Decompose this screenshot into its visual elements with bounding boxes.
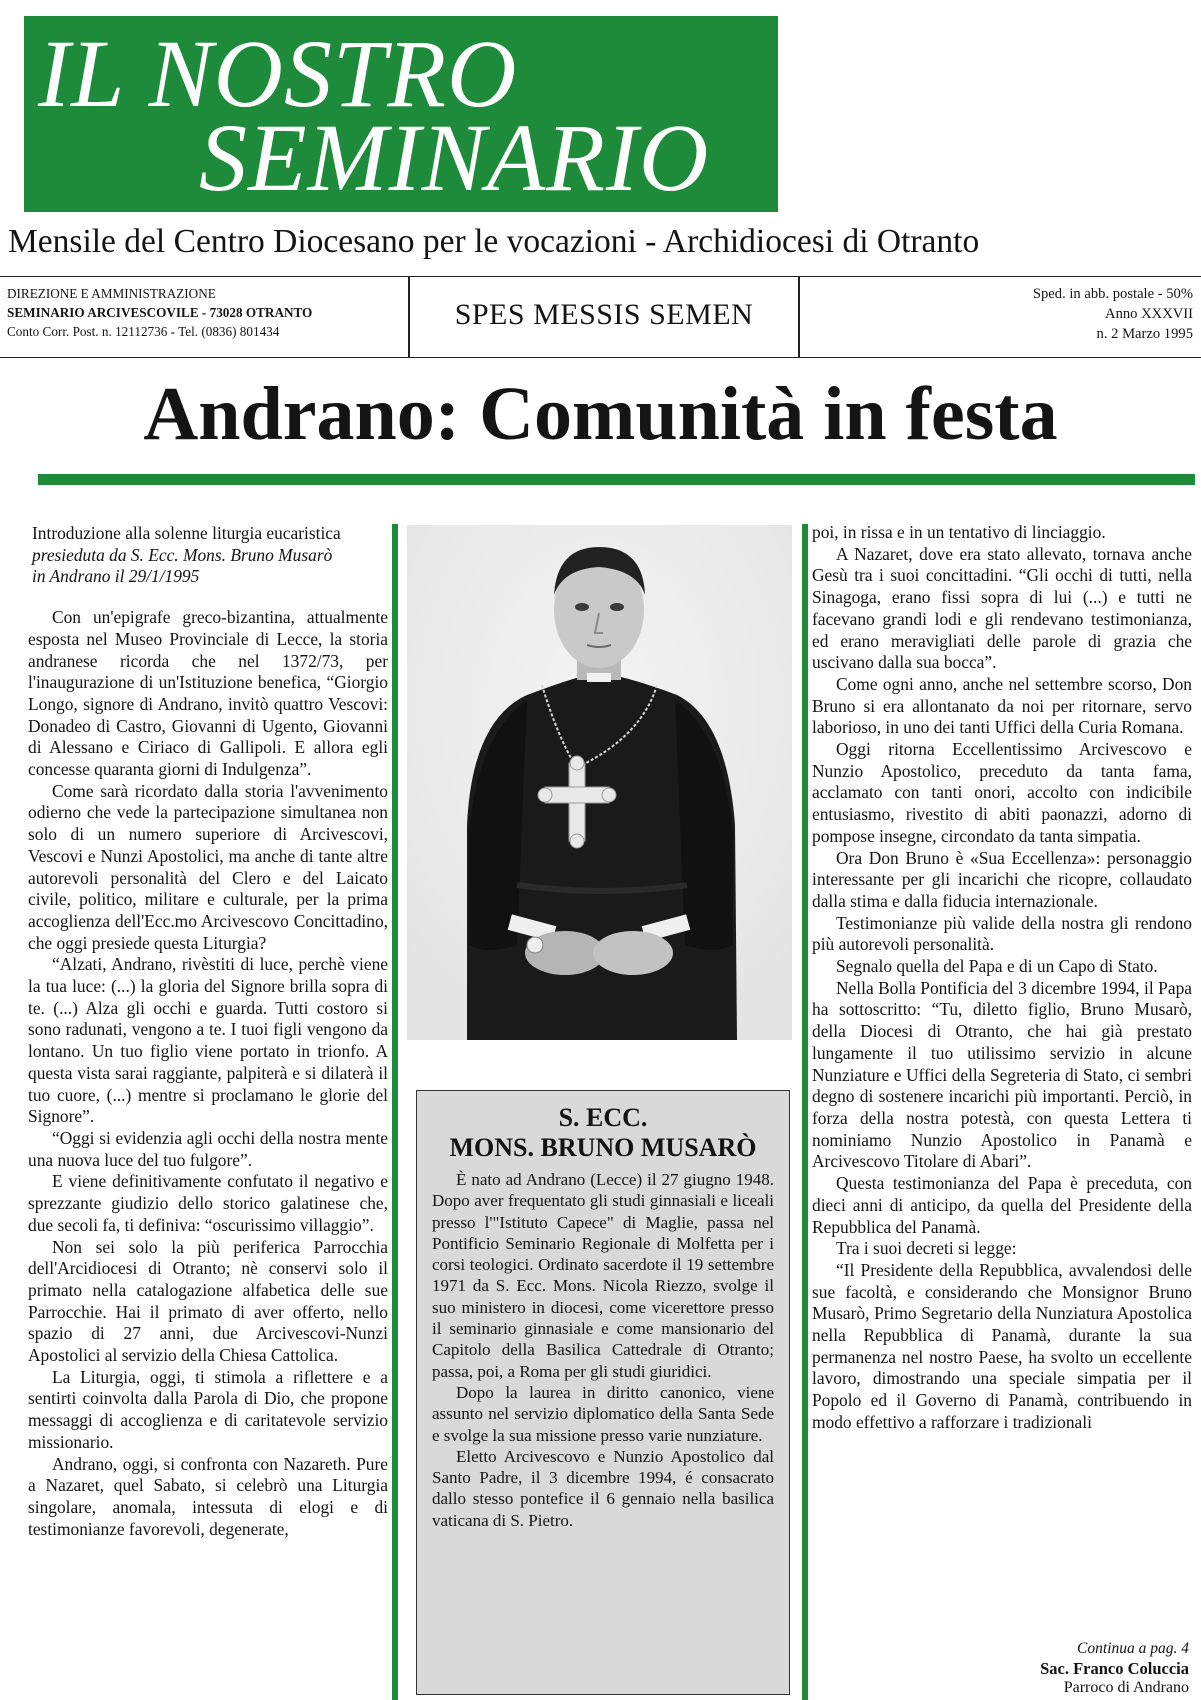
bio-box-title-line-1: S. ECC. [558, 1103, 648, 1132]
issue-info-line-3: n. 2 Marzo 1995 [1096, 326, 1193, 342]
publisher-info-line-3: Conto Corr. Post. n. 12112736 - Tel. (0836) 801434 [7, 324, 280, 339]
portrait-photo [407, 525, 792, 1040]
article-right-column [812, 522, 1192, 1642]
author-signature: Sac. Franco Coluccia [1040, 1659, 1189, 1678]
article-paragraph: La Liturgia, oggi, ti stimola a riflettere e a sentirti coinvolta dalla Parola di Dio, che propone messaggi di accoglienza e di caritatevole servizio missionario. [28, 1366, 388, 1452]
info-divider [798, 277, 800, 357]
column-rule [802, 524, 808, 1700]
info-band [0, 276, 1201, 358]
headline: Andrano: Comunità in festa [143, 372, 1058, 456]
masthead-subtitle: Mensile del Centro Diocesano per le vocazioni - Archidiocesi di Otranto [8, 223, 980, 260]
article-paragraph: “Oggi si evidenzia agli occhi della nostra mente una nuova luce del tuo fulgore”. [28, 1127, 388, 1170]
article-paragraph: poi, in rissa e in un tentativo di linciaggio. [812, 522, 1106, 542]
masthead-title-line-2: SEMINARIO [199, 104, 710, 211]
masthead-banner [24, 16, 778, 212]
bio-paragraph: È nato ad Andrano (Lecce) il 27 giugno 1948. Dopo aver frequentato gli studi ginnasiali e liceali presso l'"Istituto Capece" di Maglie, passa nel Pontificio Seminario Regionale di Molfetta per i corsi teologici. Ordinato sacerdote il 19 settembre 1971 da S. Ecc. Mons. Nicola Riezzo, svolge il suo ministero in diocesi, come vicerettore presso il seminario ginnasiale e come mansionario del Capitolo della Basilica Cattedrale di Otranto; passa, poi, a Roma per gli studi giuridici. [432, 1170, 774, 1381]
article-paragraph: Con un'epigrafe greco-bizantina, attualmente esposta nel Museo Provinciale di Lecce, la storia andranese ricorda che nel 1372/73, per l'inaugurazione di un'Istituzione benefica, “Giorgio Longo, signore di Andrano, invitò quattro Vescovi: Donadeo di Castro, Giovanni di Ugento, Giovanni di Alessano e Ciriaco di Gallipoli. E allora egli concesse quaranta giorni di Indulgenza”. [28, 607, 388, 780]
article-paragraph: “Il Presidente della Repubblica, avvalendosi delle sue facoltà, e considerando che Monsignor Bruno Musarò, Primo Segretario della Nunziatura Apostolica nella Repubblica di Panamà, durante la sua permanenza nel nostro Paese, ha svolto un eccellente lavoro, dimostrando una speciale simpatia per il Popolo ed il Governo di Panamà, contribuendo in modo effettivo a rafforzare i tradizionali [812, 1259, 1192, 1432]
bio-paragraph: Dopo la laurea in diritto canonico, viene assunto nel servizio diplomatico della Santa Sede e svolge la sua missione presso varie nunziature. [432, 1382, 774, 1445]
article-left-column [28, 523, 388, 1693]
intro-lead: Introduzione alla solenne liturgia eucaristica [32, 523, 341, 543]
publisher-info [7, 284, 312, 341]
article-paragraph: Oggi ritorna Eccellentissimo Arcivescovo e Nunzio Apostolico, preceduto da tanta fama, acclamato con tanti onori, accolto con indicibile entusiasmo, rivestito di abiti paonazzi, adorno di pompose insegne, circondato da tanta simpatia. [812, 739, 1192, 846]
article-paragraph: Andrano, oggi, si confronta con Nazareth. Pure a Nazaret, quel Sabato, si celebrò una Liturgia singolare, anomala, intessuta di elogi e di testimonianze favorevoli, degenerate, [28, 1453, 388, 1539]
article-paragraph: Come sarà ricordato dalla storia l'avvenimento odierno che vede la partecipazione simultanea non solo di un numero superiore di Arcivescovi, Vescovi e Nunzi Apostolici, ma anche di tante altre autorevoli personalità del Clero e del Laicato civile, politico, militare e culturale, per la prima accoglienza dell'Ecc.mo Arcivescovo Concittadino, che oggi presiede questa Liturgia? [28, 780, 388, 953]
bio-box-body [432, 1169, 774, 1531]
article-paragraph: Testimonianze più valide della nostra gli rendono più autorevoli personalità. [812, 912, 1192, 955]
issue-info-line-1: Sped. in abb. postale - 50% [1032, 286, 1193, 302]
article-paragraph: E viene definitivamente confutato il negativo e sprezzante giudizio dello storico galatinese che, due secoli fa, ti definiva: “oscurissimo villaggio”. [28, 1171, 388, 1235]
article-paragraph: Ora Don Bruno è «Sua Eccellenza»: personaggio interessante per gli incarichi che ricopre, collaudato dalla stima e dalla fiducia internazionale. [812, 847, 1192, 911]
article-paragraph: A Nazaret, dove era stato allevato, tornava anche Gesù tra i suoi concittadini. “Gli occhi di tutti, nella Sinagoga, erano fissi sopra di lui (...) e tutti ne facevano grandi lodi e gli rendevano testimonianza, ed erano meravigliati delle parole di grazia che uscivano dalla sua bocca”. [812, 543, 1192, 673]
bio-box-title-line-2: MONS. BRUNO MUSARÒ [449, 1133, 757, 1162]
article-paragraph: Questa testimonianza del Papa è preceduta, con dieci anni di anticipo, da quella del Presidente della Repubblica del Panamà. [812, 1173, 1192, 1237]
masthead-title-line-1: IL NOSTRO [38, 20, 518, 127]
bio-box [416, 1090, 790, 1695]
column-rule [392, 524, 398, 1700]
article-paragraph: “Alzati, Andrano, rivèstiti di luce, perchè viene la tua luce: (...) la gloria del Signore brilla sopra di te. (...) Alza gli occhi e guarda. Tutti costoro si sono radunati, vengono a te. I tuoi figli vengono da lontano. Un tuo figlio viene portato in trionfo. A questa vista sarai raggiante, palpiterà e si dilaterà il tuo cuore, (...) mentre si proclamano le glorie del Signore”. [28, 954, 388, 1127]
article-paragraph: Come ogni anno, anche nel settembre scorso, Don Bruno si era allontanato da noi per ritornare, servo laborioso, in uno dei tanti Uffici della Curia Romana. [812, 673, 1192, 738]
motto: SPES MESSIS SEMEN [454, 298, 754, 331]
bio-paragraph: Eletto Arcivescovo e Nunzio Apostolico dal Santo Padre, il 3 dicembre 1994, é consacrato dallo stesso pontefice il 6 gennaio nella basilica vaticana di S. Pietro. [432, 1446, 774, 1530]
intro-byline-2: in Andrano il 29/1/1995 [32, 566, 200, 587]
author-role: Parroco di Andrano [1063, 1679, 1189, 1696]
publisher-info-line-2: SEMINARIO ARCIVESCOVILE - 73028 OTRANTO [7, 305, 313, 320]
intro-byline-1: presieduta da S. Ecc. Mons. Bruno Musarò [32, 544, 333, 565]
issue-info-line-2: Anno XXXVII [1105, 306, 1193, 322]
headline-rule [38, 474, 1195, 485]
article-paragraph: Nella Bolla Pontificia del 3 dicembre 1994, il Papa ha sottoscritto: “Tu, diletto figlio, Bruno Musarò, della Diocesi di Otranto, che hai già prestato lungamente il tuo utilissimo servizio in alcune Nunziature e Uffici della Segreteria di Stato, ci sembri degno di sostenere incarichi più importanti. Perciò, in forza della nostra potestà, con questa Lettera ti nominiamo Nunzio Apostolico in Panamà e Arcivescovo Titolare di Abari”. [812, 977, 1192, 1172]
article-paragraph: Tra i suoi decreti si legge: [836, 1238, 1017, 1259]
article-paragraph: Non sei solo la più periferica Parrocchia dell'Arcidiocesi di Otranto; nè conservi solo il primato nella catalogazione alfabetica delle sue Parrocchie. Hai il primato di aver offerto, nello spazio di 27 anni, due Arcivescovi-Nunzi Apostolici al servizio della Chiesa Cattolica. [28, 1236, 388, 1366]
publisher-info-line-1: DIREZIONE E AMMINISTRAZIONE [7, 286, 216, 301]
article-paragraph: Segnalo quella del Papa e di un Capo di Stato. [836, 956, 1158, 977]
continued-note: Continua a pag. 4 [1077, 1640, 1189, 1657]
issue-info [1033, 284, 1193, 344]
bio-box-title [432, 1103, 774, 1163]
